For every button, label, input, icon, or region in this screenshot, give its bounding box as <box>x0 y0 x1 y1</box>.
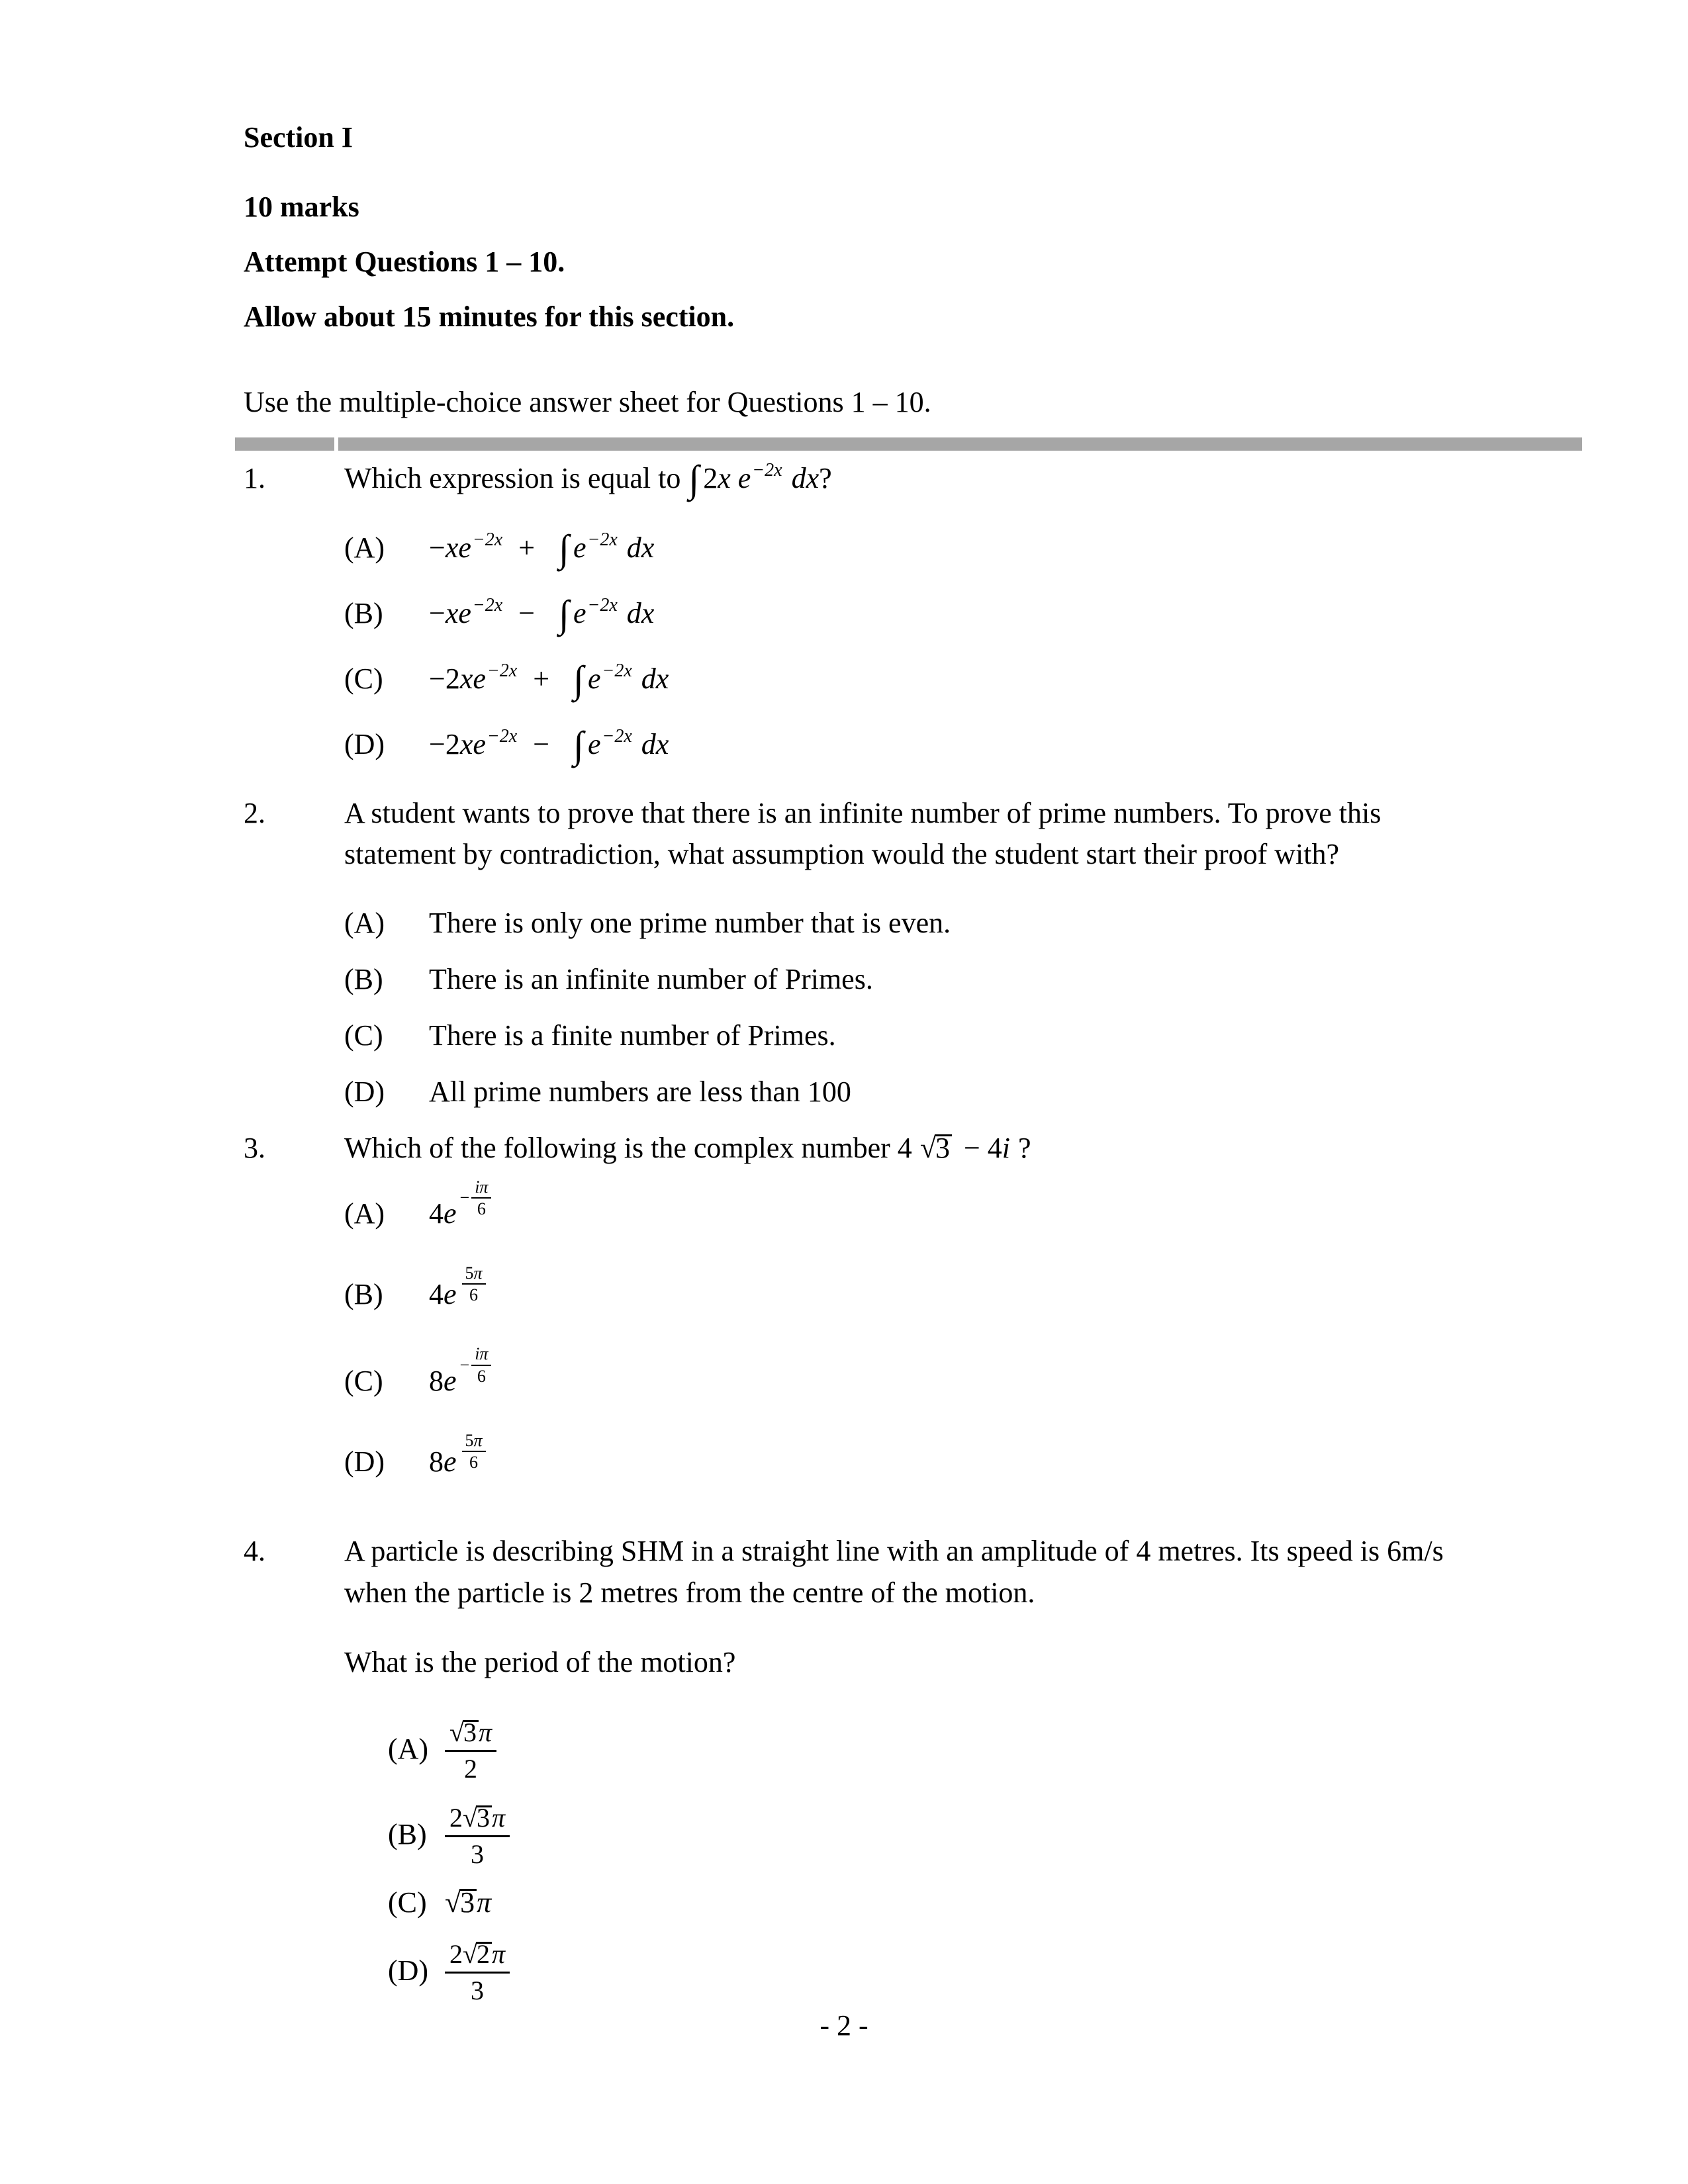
option-label: (C) <box>388 1886 427 1919</box>
math-expression: √3π <box>445 1886 492 1919</box>
fraction: $\frac{2√3\pi}{3}$ <box>445 1804 510 1868</box>
exponent-fraction: 5π 6 <box>460 1264 486 1304</box>
q3-text-before: Which of the following is the complex number 4 <box>344 1131 912 1164</box>
section-divider-bar <box>235 437 1582 451</box>
option-label: (B) <box>344 1278 383 1311</box>
q4-option-c <box>388 1886 1582 1919</box>
fraction: $\frac{√3\pi}{2}$ <box>445 1719 496 1783</box>
question-1-text <box>344 457 1582 500</box>
q1-integrand-coef: 2 <box>703 462 718 494</box>
question-4 <box>244 1531 1582 2022</box>
q1-option-d <box>344 723 1582 766</box>
allow-line: Allow about 15 minutes for this section. <box>244 300 735 333</box>
q3-option-c <box>344 1344 1582 1405</box>
instruction-line: Use the multiple-choice answer sheet for Questions 1 – 10. <box>244 386 931 418</box>
attempt-line: Attempt Questions 1 – 10. <box>244 246 565 278</box>
option-label: (B) <box>388 1818 427 1851</box>
math-expression: 4e − $\frac{i\pi}{6}$ <box>429 1197 491 1238</box>
integral-sign: ∫ <box>573 657 584 701</box>
q2-line1: A student wants to prove that there is an infinite number of prime numbers. To prove this <box>344 797 1382 829</box>
question-4-number: 4. <box>244 1535 265 1568</box>
divider-cell-right <box>338 437 1582 451</box>
question-1-number: 1. <box>244 462 265 494</box>
question-1 <box>244 457 1582 793</box>
radicand: 2 <box>476 1942 492 1965</box>
option-label: (D) <box>344 1075 385 1108</box>
exponent-fraction: 5π 6 <box>460 1432 486 1472</box>
question-3-number: 3. <box>244 1131 265 1164</box>
sqrt-sign: √ <box>449 1717 464 1748</box>
option-label: (C) <box>344 1364 383 1397</box>
radicand: 3 <box>476 1805 492 1829</box>
option-text: All prime numbers are less than 100 <box>429 1075 851 1108</box>
q1-option-c <box>344 657 1582 701</box>
exponent-fraction: − $\frac{i\pi}{6}$ <box>460 1178 492 1218</box>
question-2-text <box>344 793 1582 876</box>
option-label: (A) <box>344 1197 385 1230</box>
q4-option-d <box>388 1936 1582 2005</box>
math-expression: $-2xe^{-2x}$ − ∫ $e^{-2x}$ dx <box>429 723 669 766</box>
q1-text-before: Which expression is equal to <box>344 462 681 494</box>
option-label: (C) <box>344 662 383 695</box>
integral-sign: ∫ <box>688 457 700 500</box>
q4-line1: A particle is describing SHM in a straight line with an amplitude of 4 metres. Its speed is 6m/s <box>344 1535 1444 1568</box>
question-2-number: 2. <box>244 797 265 829</box>
option-text: There is an infinite number of Primes. <box>429 962 873 995</box>
sqrt-sign: √ <box>445 1886 461 1919</box>
math-expression <box>445 1800 510 1868</box>
option-text: There is a finite number of Primes. <box>429 1019 836 1052</box>
math-expression: $-2xe^{-2x}$ + ∫ $e^{-2x}$ dx <box>429 657 669 701</box>
option-label: (B) <box>344 597 383 629</box>
q3-question-mark: ? <box>1018 1131 1031 1164</box>
option-label: (A) <box>344 906 385 939</box>
marks-line: 10 marks <box>244 191 359 223</box>
question-2 <box>244 793 1582 1131</box>
q2-line2: statement by contradiction, what assumption would the student start their proof with? <box>344 838 1340 871</box>
page-number: - 2 - <box>820 2009 868 2042</box>
question-3-text <box>344 1131 1582 1165</box>
q2-option-a <box>344 906 1582 940</box>
radicand: 3 <box>459 1889 477 1914</box>
q1-integrand-vars: x e <box>718 462 751 494</box>
q1-differential: dx <box>791 462 820 494</box>
q1-option-a <box>344 526 1582 570</box>
sqrt-term <box>920 1132 952 1164</box>
option-label: (A) <box>388 1733 429 1766</box>
math-expression: $-xe^{-2x}$ − ∫ $e^{-2x}$ dx <box>429 592 655 635</box>
option-label: (B) <box>344 962 383 995</box>
divider-cell-left <box>235 437 334 451</box>
q1-exponent: −2x <box>752 459 782 480</box>
sqrt-sign: √ <box>463 1939 477 1970</box>
math-expression <box>445 1715 496 1783</box>
q2-option-b <box>344 962 1582 996</box>
q3-option-d <box>344 1430 1582 1491</box>
q2-option-d <box>344 1075 1582 1109</box>
question-4-prompt: What is the period of the motion? <box>344 1646 736 1679</box>
option-label: (D) <box>344 1445 385 1478</box>
math-expression <box>445 1936 510 2005</box>
q4-option-b <box>388 1800 1582 1868</box>
option-label: (C) <box>344 1019 383 1052</box>
integral-sign: ∫ <box>559 592 569 635</box>
q3-option-a <box>344 1177 1582 1238</box>
exponent-fraction: − $\frac{i\pi}{6}$ <box>460 1345 492 1385</box>
q3-option-b <box>344 1263 1582 1324</box>
question-3 <box>244 1131 1582 1531</box>
math-expression: 4e 5π 6 <box>429 1277 486 1324</box>
math-expression: 8e − $\frac{i\pi}{6}$ <box>429 1364 491 1405</box>
radicand: 3 <box>463 1720 479 1743</box>
integral-sign: ∫ <box>559 526 569 570</box>
math-expression: $-xe^{-2x}$ + ∫ $e^{-2x}$ dx <box>429 526 655 570</box>
option-label: (D) <box>344 728 385 760</box>
radicand: 3 <box>935 1134 952 1160</box>
sqrt-sign: √ <box>463 1803 477 1833</box>
section-title: Section I <box>244 121 353 154</box>
q1-option-b <box>344 592 1582 635</box>
integral-sign: ∫ <box>573 723 584 766</box>
math-expression: 8e 5π 6 <box>429 1445 486 1491</box>
imaginary-i: i <box>1002 1131 1011 1164</box>
q1-question-mark: ? <box>819 462 832 494</box>
q4-option-a <box>388 1715 1582 1783</box>
q2-option-c <box>344 1019 1582 1052</box>
sqrt-sign: √ <box>919 1131 936 1164</box>
fraction: $\frac{2√2\pi}{3}$ <box>445 1940 510 2005</box>
option-text: There is only one prime number that is even. <box>429 906 951 939</box>
q3-text-mid: − 4 <box>963 1131 1002 1164</box>
option-label: (A) <box>344 531 385 564</box>
question-4-text <box>344 1531 1582 1614</box>
option-label: (D) <box>388 1954 429 1987</box>
q4-line2: when the particle is 2 metres from the centre of the motion. <box>344 1576 1035 1609</box>
